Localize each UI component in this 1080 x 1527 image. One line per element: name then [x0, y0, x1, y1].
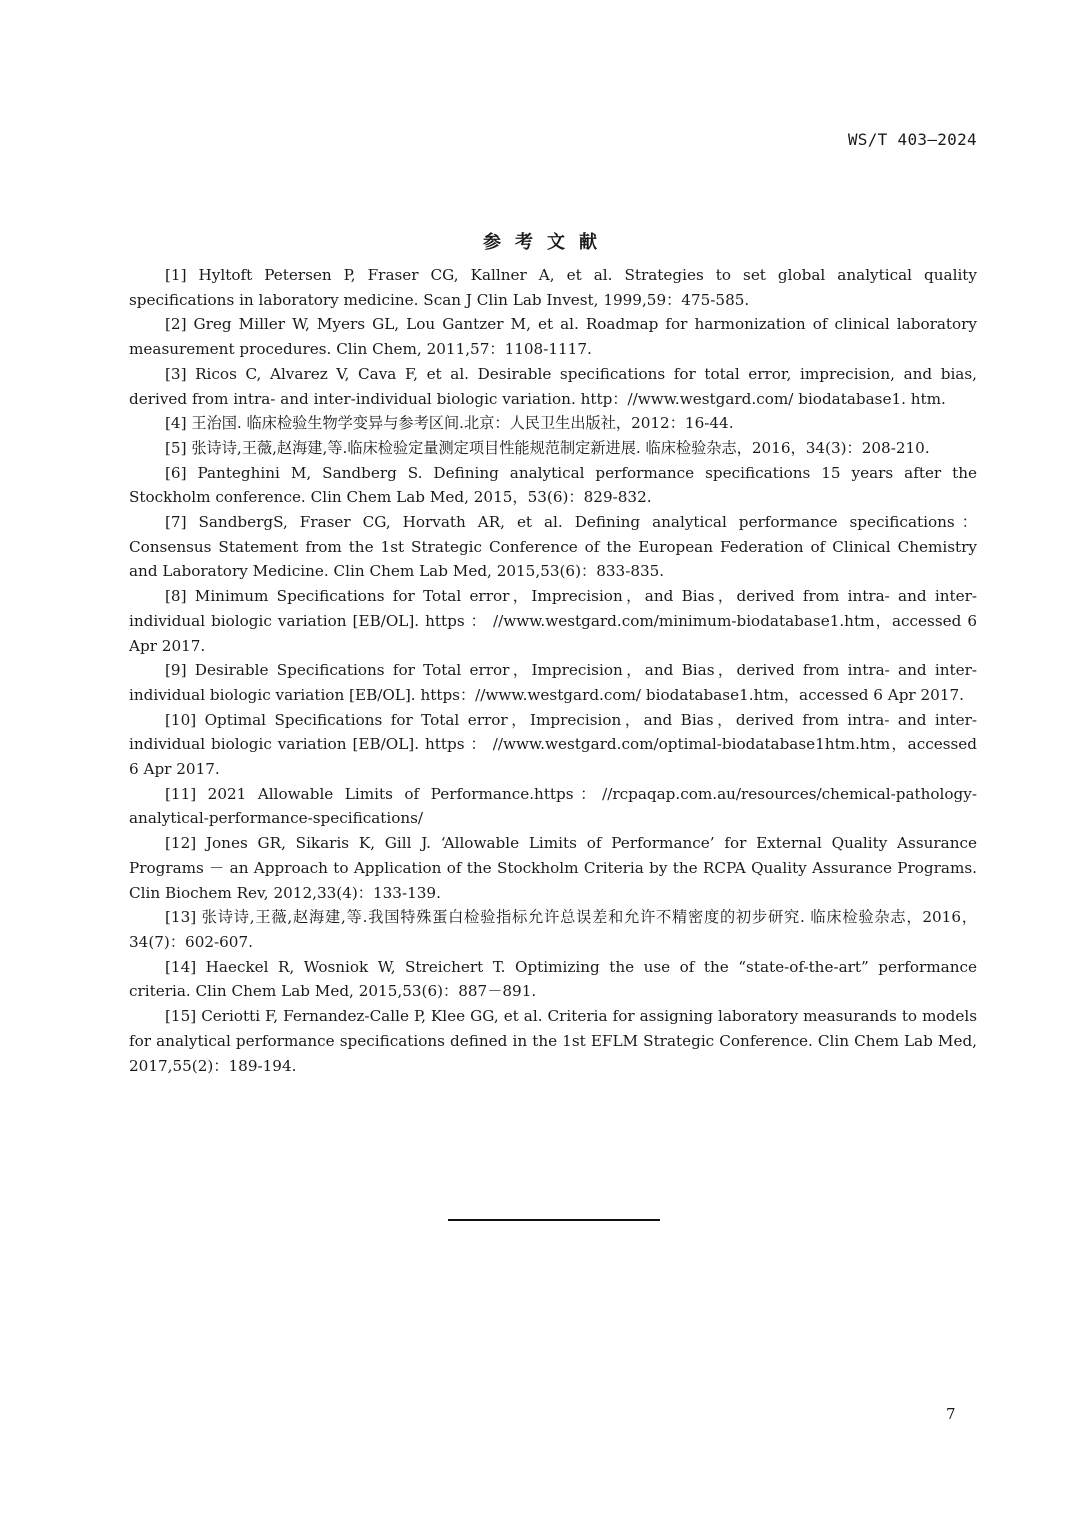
reference-item-1: [1] Hyltoft Petersen P, Fraser CG, Kallner A, et al. Strategies to set global analytical quality specifications in laboratory medicine. Scan J Clin Lab Invest, 1999,59：475-585. — [129, 266, 977, 309]
reference-item-10: [10] Optimal Specifications for Total error，Imprecision，and Bias，derived from intra- and inter-individual biologic variation [EB/OL]. https ： //www.westgard.com/optimal-biodatabase1htm.htm，accessed 6 Apr 2017. — [129, 710, 977, 779]
reference-item-3: [3] Ricos C, Alvarez V, Cava F, et al. Desirable specifications for total error, imprecision, and bias, derived from intra- and inter-individual biologic variation. http：//www.westgard.com/ biodatabase1. htm. — [129, 364, 977, 408]
reference-item-9: [9] Desirable Specifications for Total error，Imprecision，and Bias，derived from intra- and inter-individual biologic variation [EB/OL]. https：//www.westgard.com/ biodatabase1.htm，accessed 6 Apr 2017. — [129, 661, 977, 704]
reference-item-4: [4] 王治国. 临床检验生物学变异与参考区间.北京：人民卫生出版社，2012：16-44. — [165, 414, 734, 433]
standard-code: WS/T 403—2024 — [847, 130, 977, 149]
reference-item-13: [13] 张诗诗,王薇,赵海建,等.我国特殊蛋白检验指标允许总误差和允许不精密度的初步研究. 临床检验杂志，2016，34(7)：602-607. — [129, 908, 977, 951]
end-of-document-rule — [448, 1219, 660, 1221]
reference-item-7: [7] SandbergS, Fraser CG, Horvath AR, et al. Defining analytical performance specifications： Consensus Statement from the 1st Strategic Conference of the European Federation of Clinical Chemistry and Laboratory Medicine. Clin Chem Lab Med, 2015,53(6)：833-835. — [129, 513, 977, 581]
reference-item-11: [11] 2021 Allowable Limits of Performance.https：//rcpaqap.com.au/resources/chemical-pathology- analytical-performance-specifications/ — [129, 784, 977, 828]
reference-item-12: [12] Jones GR, Sikaris K, Gill J. ‘Allowable Limits of Performance’ for External Quality Assurance Programs － an Approach to Application of the Stockholm Criteria by the RCPA Quality Assurance Programs. Clin Biochem Rev, 2012,33(4)：133-139. — [129, 834, 977, 902]
reference-item-2: [2] Greg Miller W, Myers GL, Lou Gantzer M, et al. Roadmap for harmonization of clinical laboratory measurement procedures. Clin Chem, 2011,57：1108-1117. — [129, 315, 977, 359]
page-number: 7 — [946, 1405, 956, 1423]
references-heading: 参考文献 — [483, 232, 611, 253]
reference-item-14: [14] Haeckel R, Wosniok W, Streichert T. Optimizing the use of the “state-of-the-art” performance criteria. Clin Chem Lab Med, 2015,53(6)：887－891. — [129, 957, 977, 1001]
reference-list — [129, 263, 977, 1078]
reference-item-6: [6] Panteghini M, Sandberg S. Defining analytical performance specifications 15 years after the Stockholm conference. Clin Chem Lab Med, 2015，53(6)：829-832. — [129, 463, 977, 507]
reference-item-15: [15] Ceriotti F, Fernandez-Calle P, Klee GG, et al. Criteria for assigning laboratory measurands to models for analytical performance specifications defined in the 1st EFLM Strategic Conference. Clin Chem Lab Med, 2017,55(2)：189-194. — [129, 1007, 977, 1075]
reference-item-8: [8] Minimum Specifications for Total error，Imprecision，and Bias，derived from intra- and inter-individual biologic variation [EB/OL]. https ： //www.westgard.com/minimum-biodatabase1.htm，accessed 6 Apr 2017. — [129, 587, 977, 655]
reference-item-5: [5] 张诗诗,王薇,赵海建,等.临床检验定量测定项目性能规范制定新进展. 临床检验杂志，2016，34(3)：208-210. — [165, 438, 930, 457]
